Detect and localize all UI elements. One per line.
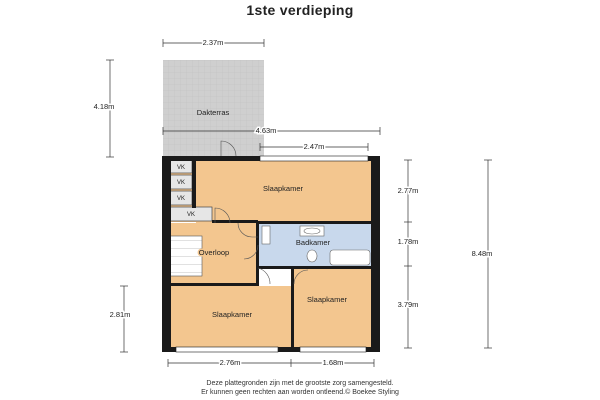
closet-label: VK <box>176 165 186 171</box>
closet-label: VK <box>176 180 186 186</box>
dim-house-width: 4.63m <box>255 126 277 135</box>
room-label-bedroom-bottom-right: Slaapkamer <box>306 295 348 304</box>
dim-right-top: 2.77m <box>397 186 419 195</box>
dim-left-bottom: 2.81m <box>109 310 131 319</box>
room-label-bathroom: Badkamer <box>295 238 331 247</box>
plan-title: 1ste verdieping <box>246 2 354 18</box>
room-label-terrace: Dakterras <box>196 108 230 117</box>
dim-total-depth: 8.48m <box>471 249 493 258</box>
bedroom-bottom-right-floor <box>293 268 374 348</box>
dim-top-width: 2.37m <box>202 38 224 47</box>
closet-label: VK <box>186 212 196 218</box>
disclaimer <box>0 379 600 397</box>
room-label-bedroom-bottom-left: Slaapkamer <box>211 310 253 319</box>
dim-right-bottom: 3.79m <box>397 300 419 309</box>
dim-terrace-height: 4.18m <box>93 102 115 111</box>
disclaimer-line-2: Er kunnen geen rechten aan worden ontleend.© Boekee Styling <box>201 389 399 396</box>
dim-right-mid: 1.78m <box>397 237 419 246</box>
dim-window-width: 2.47m <box>303 142 325 151</box>
dim-bottom-left: 2.76m <box>219 358 241 367</box>
dim-bottom-right: 1.68m <box>322 358 344 367</box>
stairs <box>168 236 202 276</box>
disclaimer-line-1: Deze plattegronden zijn met de grootste zorg samengesteld. <box>206 380 394 387</box>
room-label-bedroom-top: Slaapkamer <box>262 184 304 193</box>
closet-label: VK <box>176 196 186 202</box>
room-label-landing: Overloop <box>198 248 230 257</box>
